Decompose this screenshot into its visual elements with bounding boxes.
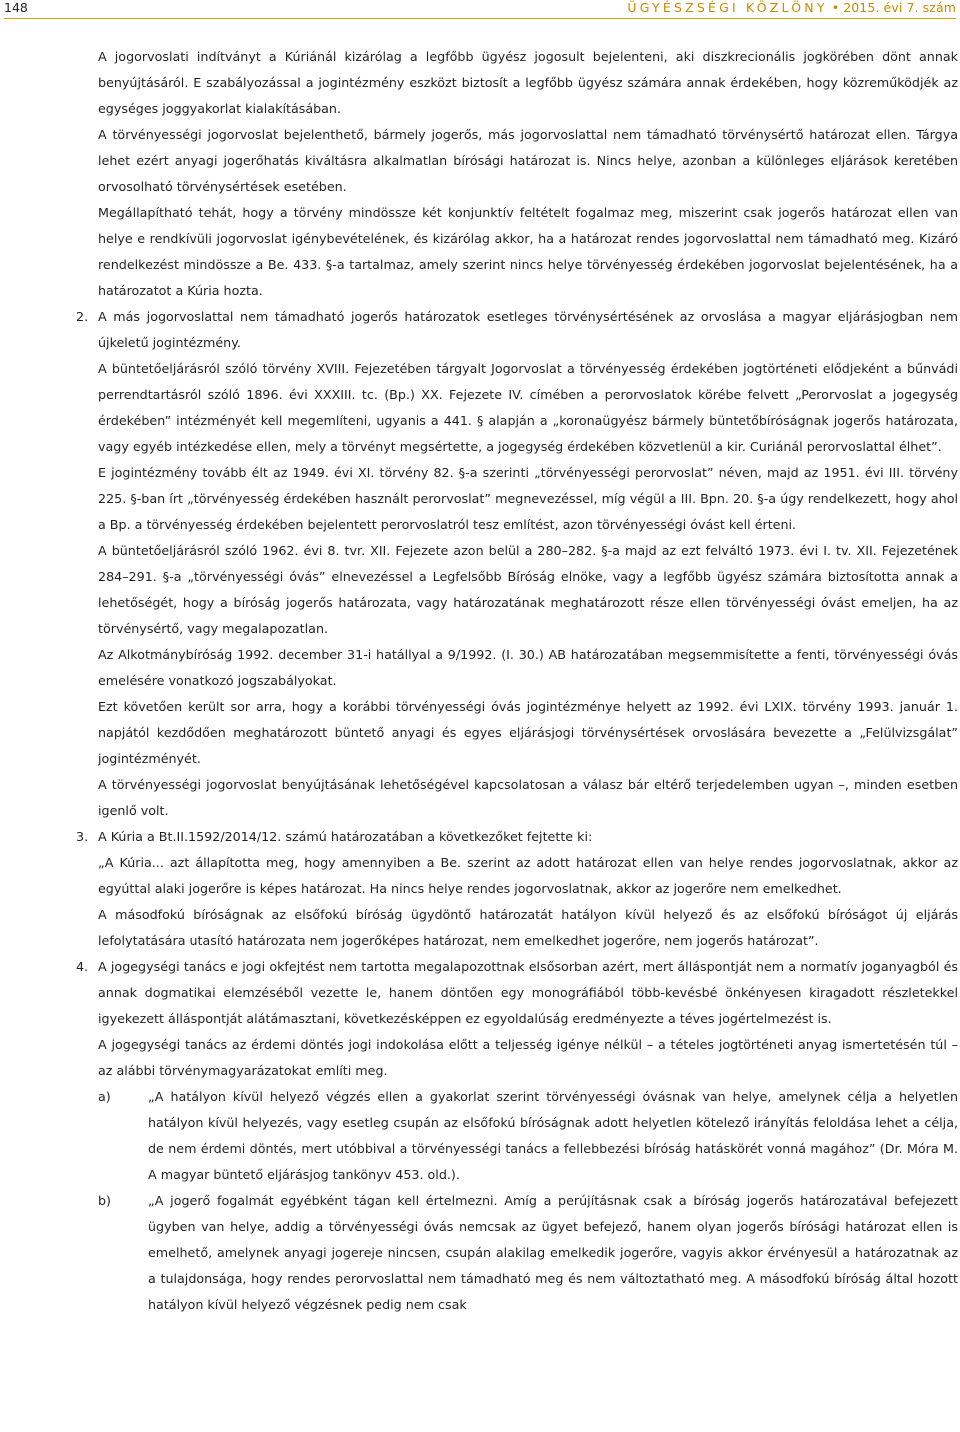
- section-number: 4.: [76, 959, 89, 974]
- paragraph: A büntetőeljárásról szóló 1962. évi 8. tvr. XII. Fejezete azon belül a 280–282. §-a majd az ezt felváltó 1973. évi I. tv. XII. Fejezetének 284–291. §-a „törvényességi óvás” elnevezéssel a Legfelsőbb Bíróság elnöke, vagy a legfőbb ügyész számára biztosította annak a lehetőségét, hogy a bíróság jogerős határozata, vagy határozatának meghatározott része ellen törvényességi óvást emeljen, ha az törvénysértő, vagy megalapozatlan.: [98, 543, 958, 636]
- paragraph: A büntetőeljárásról szóló törvény XVIII. Fejezetében tárgyalt Jogorvoslat a törvényesség érdekében jogtörténeti elődjeként a bűnvádi perrendtartásról szóló 1896. évi XXXIII. tc. (Bp.) XX. Fejezete IV. címében a perorvoslatok körébe felvett „Perorvoslat a jogegység érdekében” intézményét kell megemlíteni, ugyanis a 441. § alapján a „koronaügyész bármely büntetőbíróságnak jogerős határozata, vagy egyéb intézkedése ellen, mely a törvényt megsértette, a jogegység érdekében közvetlenül a kir. Curiánál perorvoslattal élhet”.: [98, 361, 958, 454]
- paragraph: A más jogorvoslattal nem támadható jogerős határozatok esetleges törvénysértésének az orvoslása a magyar eljárásjogban nem újkeletű jogintézmény.: [98, 309, 958, 350]
- paragraph: A jogegységi tanács e jogi okfejtést nem tartotta megalapozottnak elsősorban azért, mert álláspontját nem a normatív joganyagból és annak dogmatikai elemzéséből vezette le, hanem döntően egy monográfiából több-kevésbé önkényesen kiragadott részletekkel igyekezett álláspontját alátámasztani, következésképpen ez egyoldalúság eredményezte a téves jogértelmezést is.: [98, 959, 958, 1026]
- paragraph: A törvényességi jogorvoslat bejelenthető, bármely jogerős, más jogorvoslattal nem támadható törvénysértő határozat ellen. Tárgya lehet ezért anyagi jogerőhatás kiváltásra alkalmatlan bírósági határozat is. Nincs helye, azonban a különleges eljárások keretében orvosolható törvénysértések esetében.: [98, 127, 958, 194]
- paragraph: „A Kúria... azt állapította meg, hogy amennyiben a Be. szerint az adott határozat ellen van helye rendes jogorvoslatnak, akkor az egyúttal alaki jogerőre is képes határozat. Ha nincs helye rendes jogorvoslatnak, akkor az jogerőre nem emelkedhet.: [98, 855, 958, 896]
- paragraph: A Kúria a Bt.II.1592/2014/12. számú határozatában a következőket fejtette ki:: [98, 829, 593, 844]
- paragraph: A jogorvoslati indítványt a Kúriánál kizárólag a legfőbb ügyész jogosult bejelenteni, aki diszkrecionális jogkörében dönt annak benyújtásáról. E szabályozással a jogintézmény eszközt biztosít a legfőbb ügyész számára annak érdekében, hogy közreműködjék az egységes joggyakorlat kialakításában.: [98, 49, 958, 116]
- page-number: 148: [4, 0, 28, 15]
- list-item-letter: a): [98, 1089, 111, 1104]
- list-item: [98, 1084, 958, 1188]
- paragraph: A jogegységi tanács az érdemi döntés jogi indokolása előtt a teljesség igénye nélkül – a tételes jogtörténeti anyag ismertetésén túl – az alábbi törvénymagyarázatokat említi meg.: [98, 1037, 958, 1078]
- list-item-text: „A hatályon kívül helyező végzés ellen a gyakorlat szerint törvényességi óvásnak van helye, amelynek célja a helyetlen hatályon kívül helyezés, vagy esetleg csupán az elsőfokú bíróságnak adott helyetlen kötelező irányítás feloldása lehet a célja, de nem érdemi döntés, mert utóbbival a törvényességi tanács a fellebbezési bíróság hatáskörét vonná magához” (Dr. Móra M. A magyar büntető eljárásjog tankönyv 453. old.).: [148, 1089, 958, 1182]
- page-header: [4, 0, 956, 19]
- journal-title: [627, 0, 956, 16]
- section-4: [76, 954, 958, 1318]
- issue-label: 2015. évi 7. szám: [843, 0, 956, 15]
- list-item-text: „A jogerő fogalmát egyébként tágan kell értelmezni. Amíg a perújításnak csak a bíróság jogerős határozatával befejezett ügyben van helye, addig a törvényességi óvás nemcsak az ügyet befejező, hanem olyan jogerős bírósági határozat ellen is emelhető, amelynek anyagi jogereje nincsen, csupán alakilag emelkedik jogerőre, vagyis akkor érvényesül a határozatnak az a tulajdonsága, hogy rendes perorvoslattal nem támadható meg és nem változtatható meg. A másodfokú bíróság által hozott hatályon kívül helyező végzésnek pedig nem csak: [148, 1193, 958, 1312]
- paragraph: E jogintézmény tovább élt az 1949. évi XI. törvény 82. §-a szerinti „törvényességi perorvoslat” néven, majd az 1951. évi III. törvény 225. §-ban írt „törvényesség érdekében használt perorvoslat” megnevezéssel, míg végül a III. Bpn. 20. §-a úgy rendelkezett, hogy ahol a Bp. a törvényesség érdekében bejelentett perorvoslatról tesz említést, azon törvényességi óvást kell érteni.: [98, 465, 958, 532]
- paragraph: A másodfokú bíróságnak az elsőfokú bíróság ügydöntő határozatát hatályon kívül helyező és az elsőfokú bíróságot új eljárás lefolytatására utasító határozata nem jogerőképes határozat, nem emelkedhet jogerőre, nem jogerős határozat”.: [98, 907, 958, 948]
- list-item: [98, 1188, 958, 1318]
- paragraph: Ezt követően került sor arra, hogy a korábbi törvényességi óvás jogintézménye helyett az 1992. évi LXIX. törvény 1993. január 1. napjától kezdődően meghatározott büntető anyagi és egyes eljárásjogi törvénysértések orvoslására bevezette a „Felülvizsgálat” jogintézményét.: [98, 699, 958, 766]
- section-2: [76, 304, 958, 824]
- paragraph: Az Alkotmánybíróság 1992. december 31-i hatállyal a 9/1992. (I. 30.) AB határozatában megsemmisítette a fenti, törvényességi óvás emelésére vonatkozó jogszabályokat.: [98, 647, 958, 688]
- paragraph: A törvényességi jogorvoslat benyújtásának lehetőségével kapcsolatosan a válasz bár eltérő terjedelemben ugyan –, minden esetben igenlő volt.: [98, 777, 958, 818]
- header-separator: •: [831, 0, 840, 15]
- journal-name: ÜGYÉSZSÉGI KÖZLÖNY: [627, 0, 828, 15]
- list-item-letter: b): [98, 1193, 112, 1208]
- paragraph: Megállapítható tehát, hogy a törvény mindössze két konjunktív feltételt fogalmaz meg, miszerint csak jogerős határozat ellen van helye e rendkívüli jogorvoslat igénybevételének, és kizárólag akkor, ha a határozat rendes jogorvoslattal nem támadható meg. Kizáró rendelkezést mindössze a Be. 433. §-a tartalmaz, amely szerint nincs helye törvényesség érdekében jogorvoslat bejelentésének, ha a határozatot a Kúria hozta.: [98, 205, 958, 298]
- section-3: [76, 824, 958, 954]
- body-text: [76, 44, 958, 1318]
- section-number: 3.: [76, 829, 89, 844]
- section-number: 2.: [76, 309, 89, 324]
